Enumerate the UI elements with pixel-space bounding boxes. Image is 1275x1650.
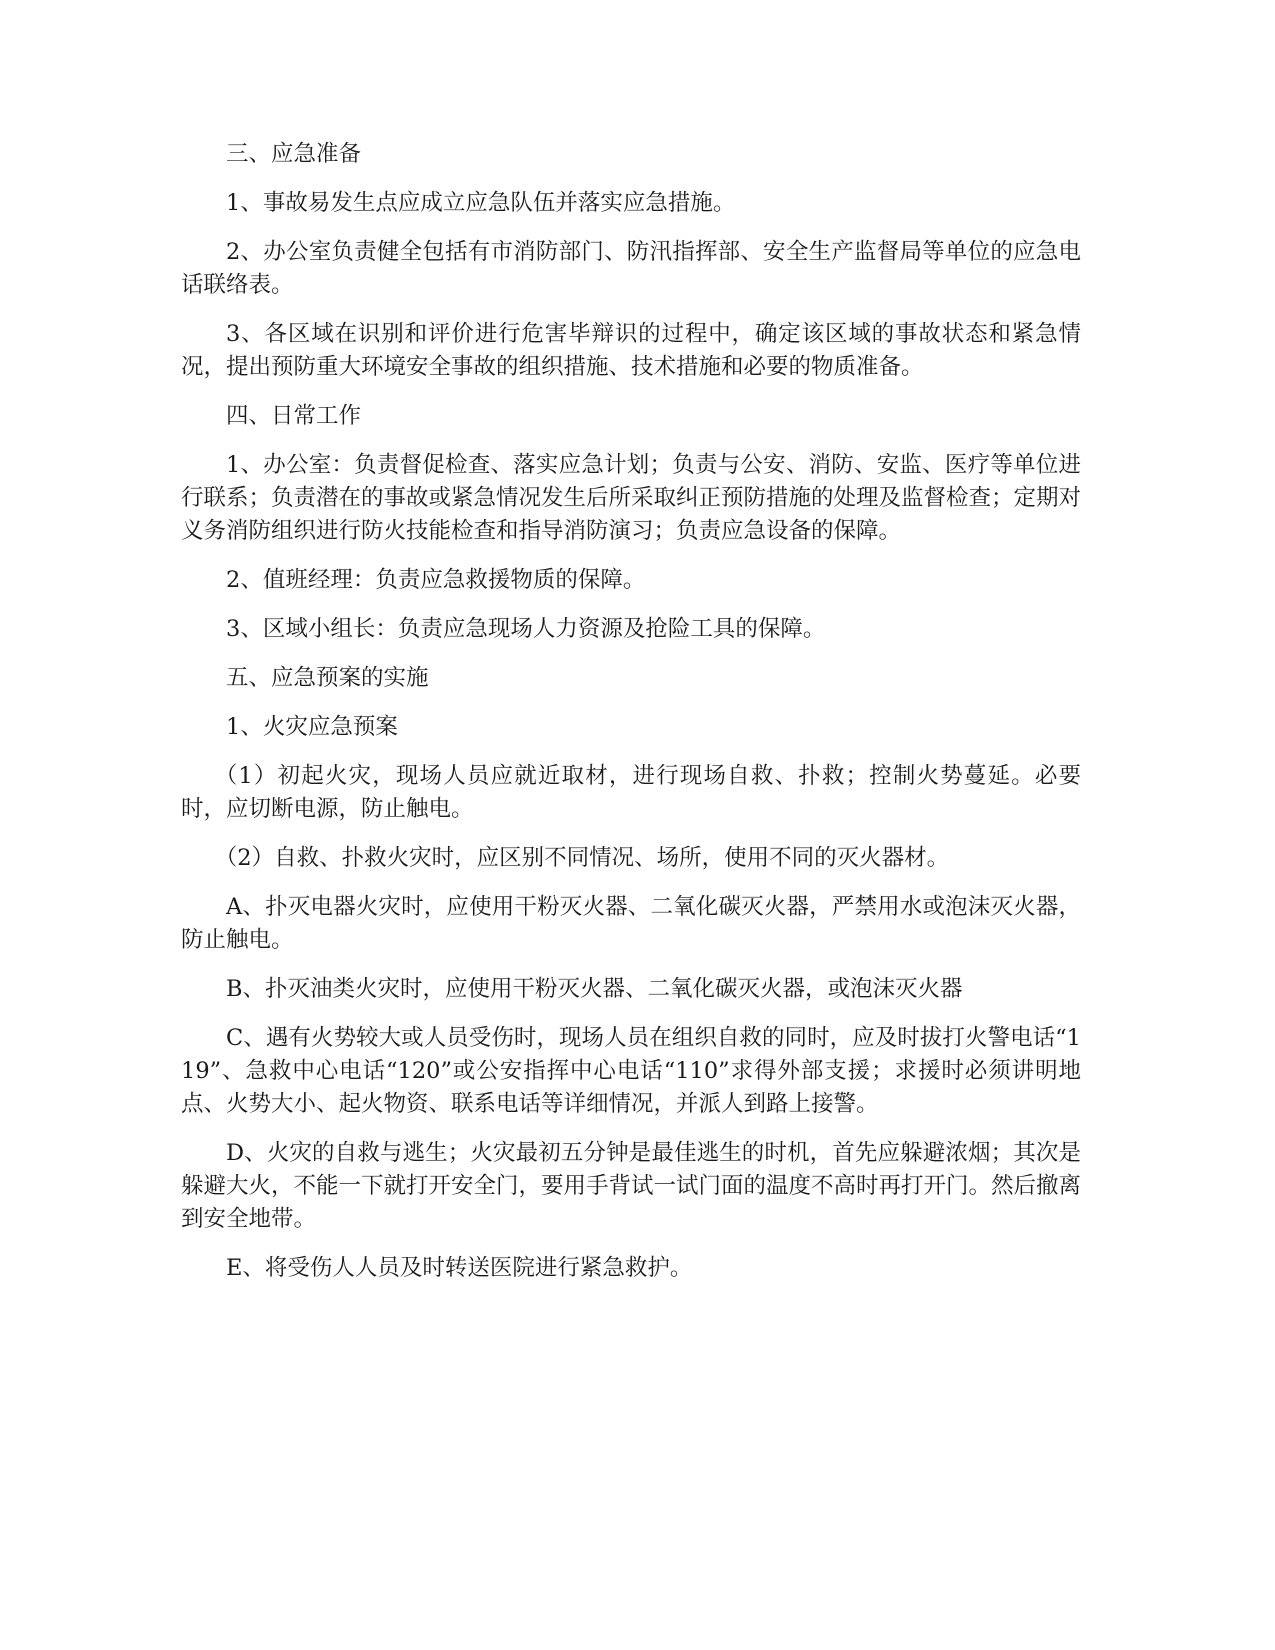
section-heading-daily-work: 四、日常工作 <box>226 403 362 429</box>
section-heading-emergency-preparation: 三、应急准备 <box>226 141 362 167</box>
paragraph: （1）初起火灾，现场人员应就近取材，进行现场自救、扑救；控制火势蔓延。必要时，应切断电源，防止触电。 <box>181 763 1081 822</box>
paragraph: E、将受伤人人员及时转送医院进行紧急救护。 <box>226 1255 693 1281</box>
paragraph: B、扑灭油类火灾时，应使用干粉灭火器、二氧化碳灭火器，或泡沫灭火器 <box>226 976 963 1002</box>
paragraph: 2、值班经理：负责应急救援物质的保障。 <box>226 567 646 593</box>
paragraph: D、火灾的自救与逃生；火灾最初五分钟是最佳逃生的时机，首先应躲避浓烟；其次是躲避大火，不能一下就打开安全门，要用手背试一试门面的温度不高时再打开门。然后撤离到安全地带。 <box>181 1140 1082 1232</box>
paragraph: C、遇有火势较大或人员受伤时，现场人员在组织自救的同时，应及时拔打火警电话“119”、急救中心电话“120”或公安指挥中心电话“110”求得外部支援；求援时必须讲明地点、火势大小、起火物资、联系电话等详细情况，并派人到路上接警。 <box>181 1025 1081 1117</box>
paragraph: 1、办公室：负责督促检查、落实应急计划；负责与公安、消防、安监、医疗等单位进行联系；负责潜在的事故或紧急情况发生后所采取纠正预防措施的处理及监督检查；定期对义务消防组织进行防火技能检查和指导消防演习；负责应急设备的保障。 <box>181 452 1082 544</box>
paragraph: 3、各区域在识别和评价进行危害毕辩识的过程中，确定该区域的事故状态和紧急情况，提出预防重大环境安全事故的组织措施、技术措施和必要的物质准备。 <box>181 321 1081 380</box>
paragraph: 3、区域小组长：负责应急现场人力资源及抢险工具的保障。 <box>226 616 826 642</box>
document-page <box>181 138 1081 1301</box>
paragraph: （2）自救、扑救火灾时，应区别不同情况、场所，使用不同的灭火器材。 <box>214 845 950 871</box>
paragraph: 1、火灾应急预案 <box>226 714 398 740</box>
paragraph: 2、办公室负责健全包括有市消防部门、防汛指挥部、安全生产监督局等单位的应急电话联络表。 <box>181 239 1081 298</box>
paragraph: 1、事故易发生点应成立应急队伍并落实应急措施。 <box>226 190 736 216</box>
paragraph: A、扑灭电器火灾时，应使用干粉灭火器、二氧化碳灭火器，严禁用水或泡沫灭火器，防止触电。 <box>181 894 1081 953</box>
section-heading-plan-implementation: 五、应急预案的实施 <box>226 665 429 691</box>
